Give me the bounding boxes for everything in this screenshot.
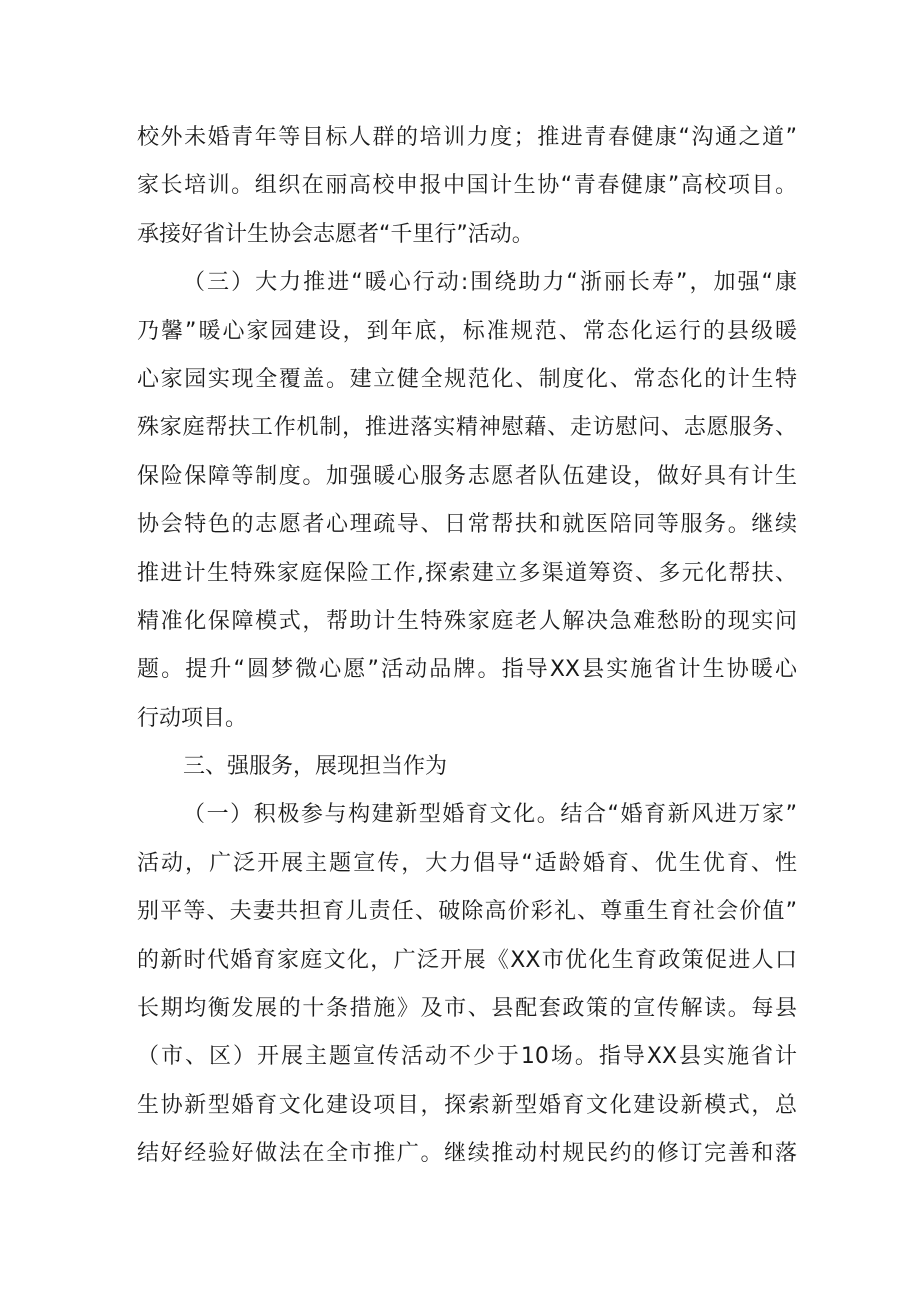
text-line: 长期均衡发展的十条措施》及市、县配套政策的宣传解读。每县 bbox=[137, 996, 797, 1022]
text-line: （三）大力推进“暖心行动:围绕助力“浙丽长寿”，加强“康 bbox=[183, 270, 797, 296]
body-text bbox=[137, 114, 797, 1179]
text-line: 心家园实现全覆盖。建立健全规范化、制度化、常态化的计生特 bbox=[137, 366, 797, 392]
text-line: 别平等、夫妻共担育儿责任、破除高价彩礼、尊重生育社会价值” bbox=[137, 899, 797, 925]
text-line: 的新时代婚育家庭文化，广泛开展《XX市优化生育政策促进人口 bbox=[137, 947, 797, 973]
text-line: 乃馨”暖心家园建设，到年底，标准规范、常态化运行的县级暖 bbox=[137, 318, 797, 344]
text-line: 殊家庭帮扶工作机制，推进落实精神慰藉、走访慰问、志愿服务、 bbox=[137, 415, 797, 441]
text-line: 协会特色的志愿者心理疏导、日常帮扶和就医陪同等服务。继续 bbox=[137, 512, 797, 538]
text-line: 活动，广泛开展主题宣传，大力倡导“适龄婚育、优生优育、性 bbox=[137, 850, 797, 876]
text-line: （市、区）开展主题宣传活动不少于10场。指导XX县实施省计 bbox=[137, 1044, 797, 1070]
text-line: 保险保障等制度。加强暖心服务志愿者队伍建设，做好具有计生 bbox=[137, 463, 797, 489]
text-line: 三、强服务，展现担当作为 bbox=[183, 754, 448, 780]
text-line: 家长培训。组织在丽高校申报中国计生协“青春健康”高校项目。 bbox=[137, 173, 797, 199]
text-line: 生协新型婚育文化建设项目，探索新型婚育文化建设新模式，总 bbox=[137, 1092, 797, 1118]
text-line: 承接好省计生协会志愿者“千里行”活动。 bbox=[137, 221, 534, 247]
text-line: 行动项目。 bbox=[137, 705, 248, 731]
text-line: （一）积极参与构建新型婚育文化。结合“婚育新风进万家” bbox=[183, 802, 797, 828]
text-line: 推进计生特殊家庭保险工作,探索建立多渠道筹资、多元化帮扶、 bbox=[137, 560, 797, 586]
text-line: 精准化保障模式，帮助计生特殊家庭老人解决急难愁盼的现实问 bbox=[137, 608, 797, 634]
text-line: 校外未婚青年等目标人群的培训力度；推进青春健康“沟通之道” bbox=[137, 125, 797, 150]
text-line: 题。提升“圆梦微心愿”活动品牌。指导XX县实施省计生协暖心 bbox=[137, 657, 797, 683]
text-line: 结好经验好做法在全市推广。继续推动村规民约的修订完善和落 bbox=[137, 1141, 797, 1167]
